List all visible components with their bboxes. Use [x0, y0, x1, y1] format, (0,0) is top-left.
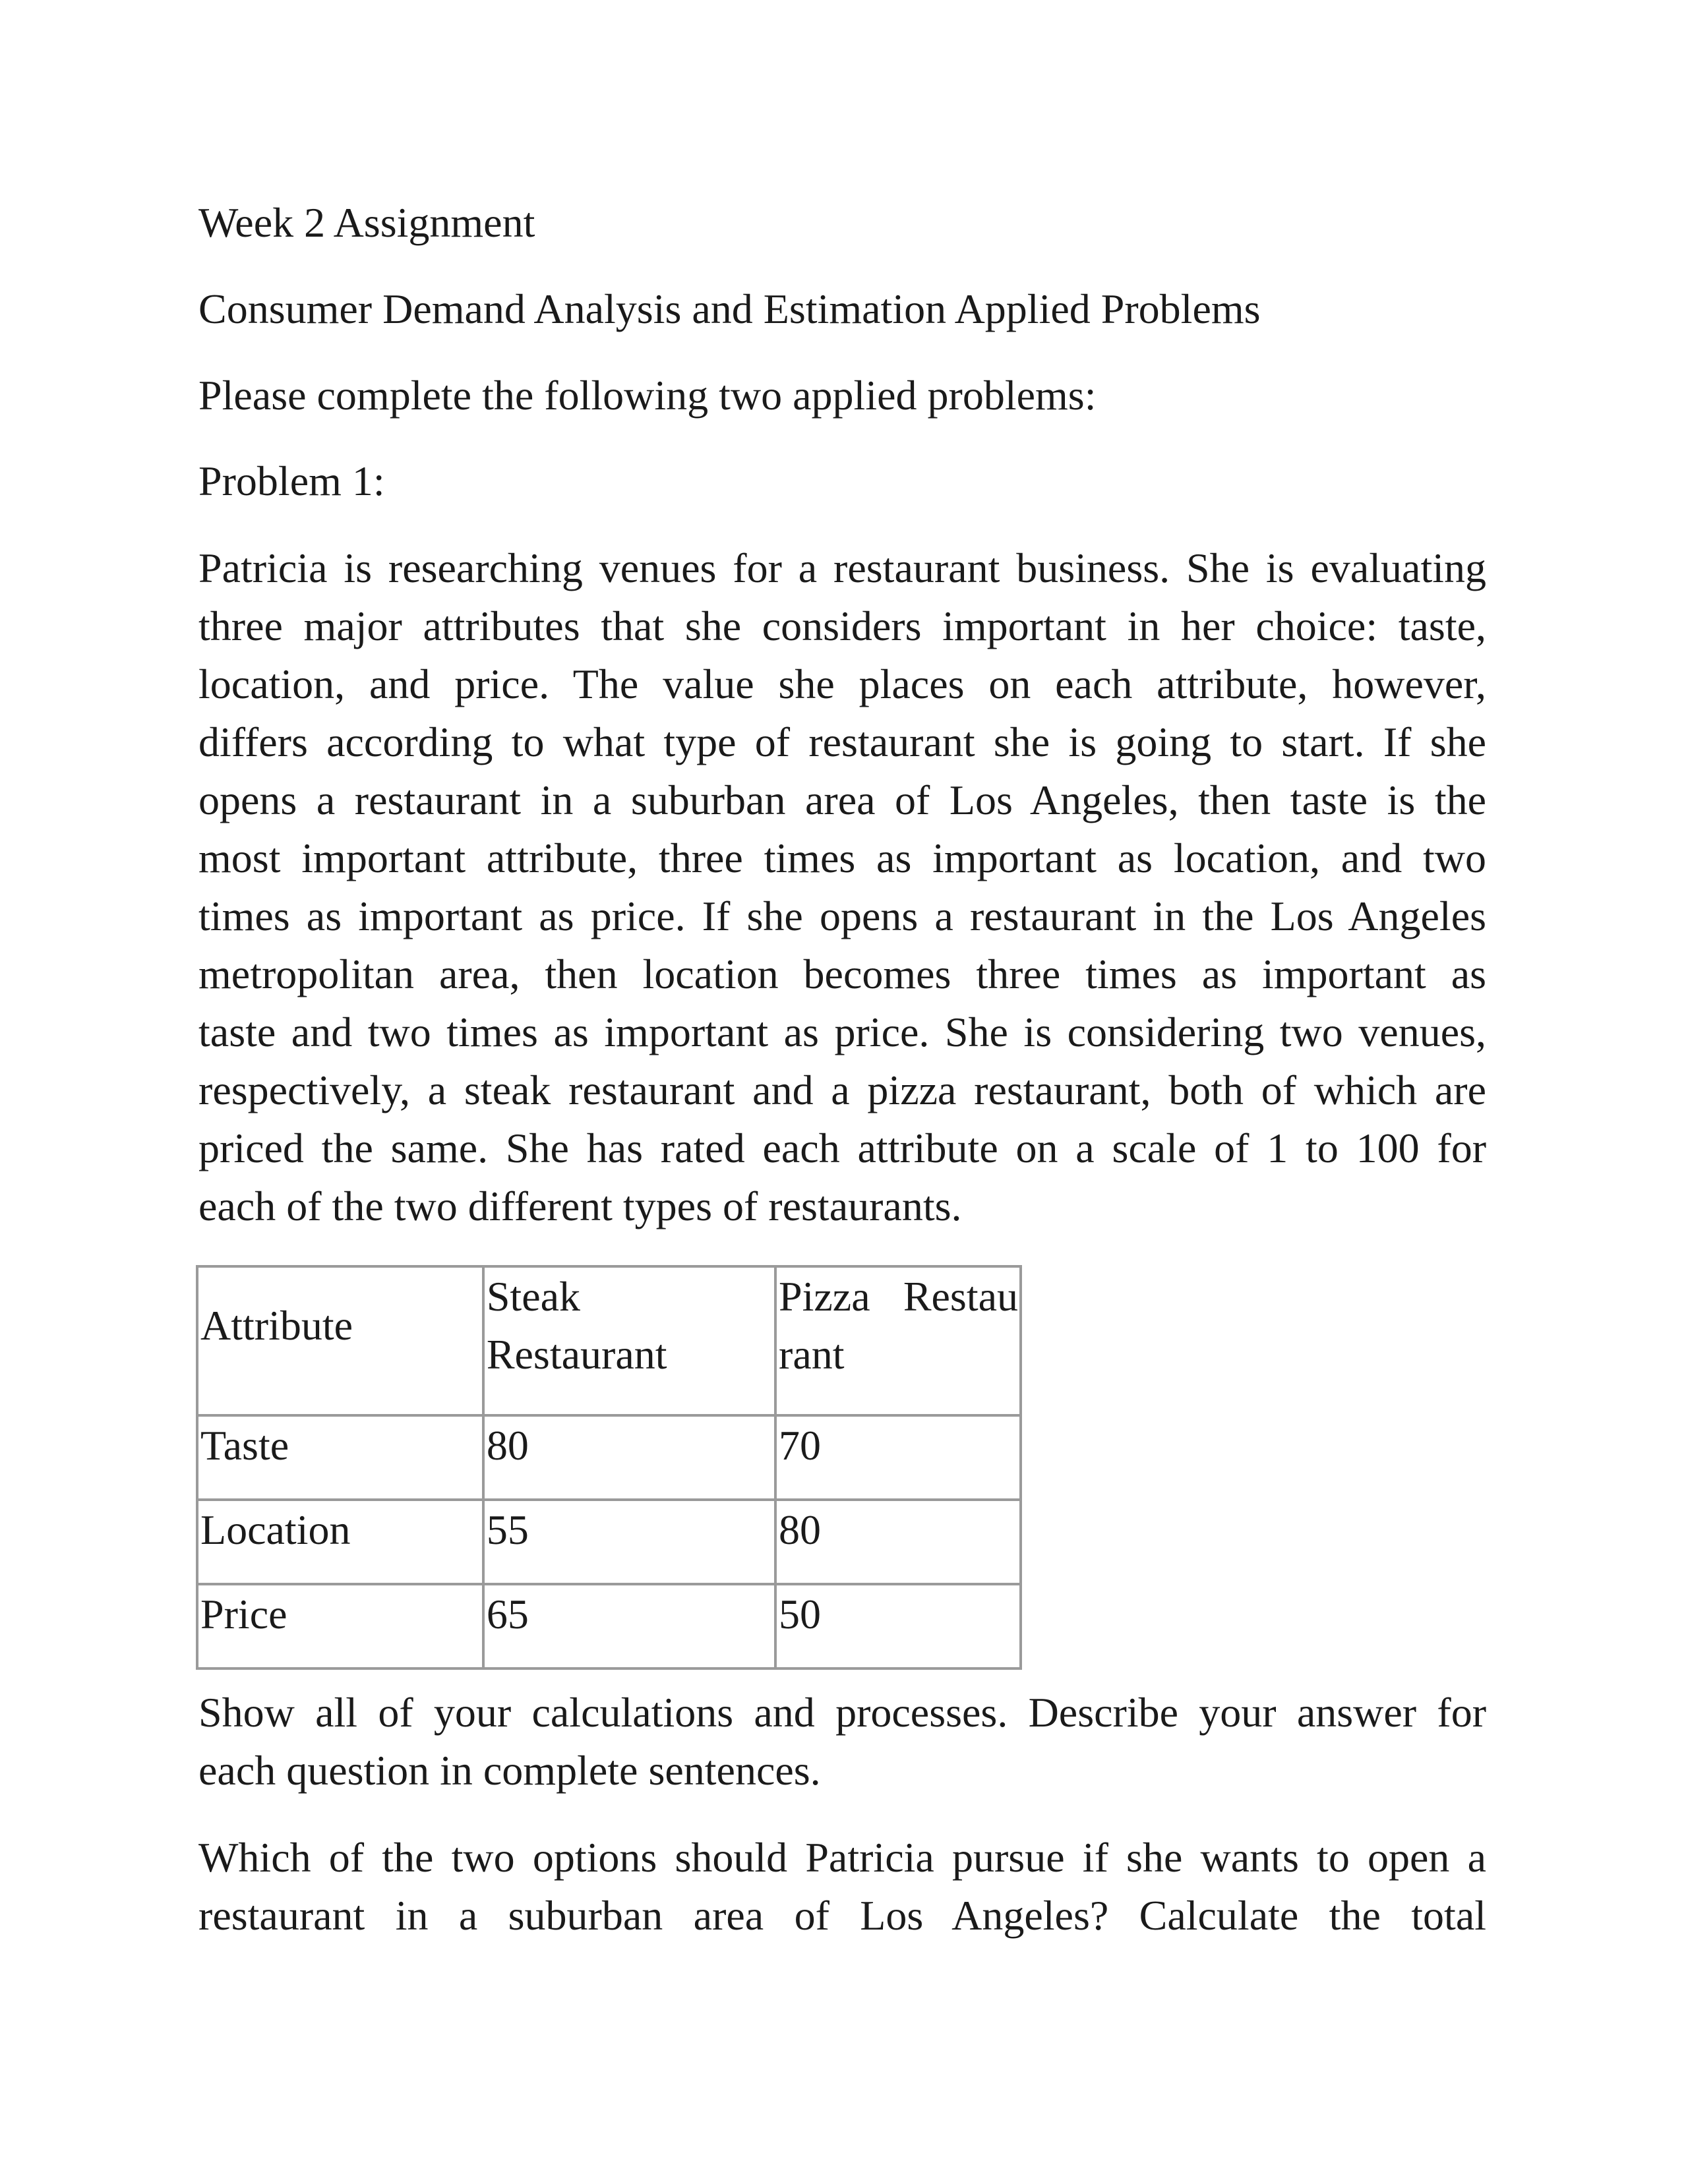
table-row: [197, 1500, 1021, 1584]
table-header-row: [197, 1266, 1021, 1415]
problem-description: [198, 539, 1486, 1235]
assignment-title: Week 2 Assignment: [198, 199, 535, 246]
instruction-line: each question in complete sentences.: [198, 1747, 821, 1794]
problem-label: Problem 1:: [198, 457, 385, 504]
problem-line: Patricia is researching venues for a restaurant business. She is evaluating: [198, 545, 1486, 591]
problem-line: respectively, a steak restaurant and a pizza restaurant, both of which are: [198, 1067, 1486, 1113]
header-steak: Steak Restaurant: [483, 1266, 775, 1415]
instruction-text: Please complete the following two applied problems:: [198, 372, 1097, 419]
table-row: [197, 1415, 1021, 1500]
problem-line: location, and price. The value she places on each attribute, however,: [198, 661, 1486, 707]
cell-pizza: 50: [775, 1584, 1021, 1668]
assignment-subtitle: Consumer Demand Analysis and Estimation Applied Problems: [198, 285, 1261, 332]
header-pizza: Pizza Restau rant: [775, 1266, 1021, 1415]
cell-attribute: Location: [197, 1500, 483, 1584]
problem-line: each of the two different types of restaurants.: [198, 1183, 962, 1229]
cell-attribute: Price: [197, 1584, 483, 1668]
cell-attribute: Taste: [197, 1415, 483, 1500]
question-line: Which of the two options should Patricia pursue if she wants to open a: [198, 1834, 1486, 1881]
problem-line: metropolitan area, then location becomes three times as important as: [198, 951, 1486, 997]
cell-steak: 55: [483, 1500, 775, 1584]
problem-line: priced the same. She has rated each attribute on a scale of 1 to 100 for: [198, 1125, 1486, 1171]
problem-line: differs according to what type of restaurant she is going to start. If she: [198, 719, 1486, 765]
problem-line: taste and two times as important as price. She is considering two venues,: [198, 1009, 1486, 1055]
table-row: [197, 1584, 1021, 1668]
cell-steak: 80: [483, 1415, 775, 1500]
problem-line: opens a restaurant in a suburban area of Los Angeles, then taste is the: [198, 777, 1486, 823]
instruction-line: Show all of your calculations and processes. Describe your answer for: [198, 1689, 1486, 1736]
question-text: [198, 1829, 1486, 1945]
cell-steak: 65: [483, 1584, 775, 1668]
problem-line: times as important as price. If she opens a restaurant in the Los Angeles: [198, 893, 1486, 939]
cell-pizza: 70: [775, 1415, 1021, 1500]
problem-line: three major attributes that she considers important in her choice: taste,: [198, 603, 1486, 649]
cell-pizza: 80: [775, 1500, 1021, 1584]
ratings-table: [196, 1265, 1022, 1670]
question-line: restaurant in a suburban area of Los Angeles? Calculate the total: [198, 1892, 1486, 1939]
header-attribute: Attribute: [197, 1266, 483, 1415]
problem-line: most important attribute, three times as important as location, and two: [198, 835, 1486, 881]
instructions-after-table: [198, 1684, 1486, 1800]
